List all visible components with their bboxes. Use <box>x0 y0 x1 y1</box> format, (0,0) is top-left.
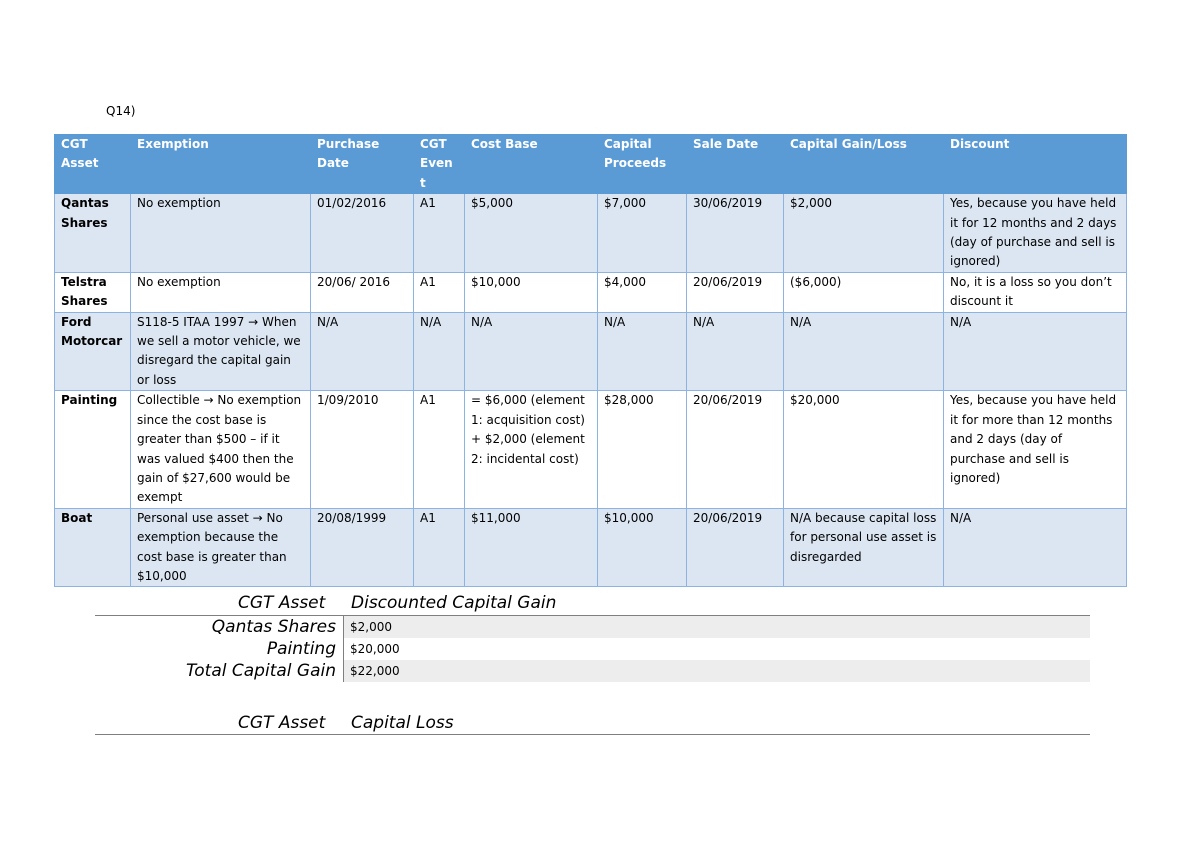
gain-pivot-total-row <box>95 660 1090 682</box>
cell-exemption: S118-5 ITAA 1997 → When we sell a motor vehicle, we disregard the capital gain or loss <box>131 312 311 391</box>
cell-asset: Qantas Shares <box>55 194 131 273</box>
header-capital-gain-loss: Capital Gain/Loss <box>784 135 944 194</box>
cell-capital-gain-loss: $2,000 <box>784 194 944 273</box>
cell-purchase-date: 20/08/1999 <box>311 508 414 587</box>
cell-exemption: No exemption <box>131 272 311 312</box>
table-row <box>55 194 1127 273</box>
gain-pivot-col2-header: Discounted Capital Gain <box>351 593 557 613</box>
cell-exemption: No exemption <box>131 194 311 273</box>
gain-pivot-row <box>95 638 1090 660</box>
cell-capital-proceeds: $4,000 <box>598 272 687 312</box>
cell-cost-base: N/A <box>465 312 598 391</box>
cell-sale-date: 20/06/2019 <box>687 272 784 312</box>
gain-pivot-total-value: $22,000 <box>343 660 1090 682</box>
cell-capital-gain-loss: N/A <box>784 312 944 391</box>
cell-asset: Boat <box>55 508 131 587</box>
table-row <box>55 391 1127 508</box>
cell-cost-base: = $6,000 (element 1: acquisition cost) + $2,000 (element 2: incidental cost) <box>465 391 598 508</box>
table-row <box>55 312 1127 391</box>
cell-cost-base: $10,000 <box>465 272 598 312</box>
cell-purchase-date: 01/02/2016 <box>311 194 414 273</box>
gain-pivot-row-value: $2,000 <box>343 616 1090 638</box>
loss-pivot-col1-header: CGT Asset <box>238 713 326 733</box>
cell-asset: Painting <box>55 391 131 508</box>
header-discount: Discount <box>944 135 1127 194</box>
cell-capital-gain-loss: N/A because capital loss for personal use asset is disregarded <box>784 508 944 587</box>
cell-sale-date: 20/06/2019 <box>687 508 784 587</box>
gain-pivot-row <box>95 616 1090 638</box>
gain-pivot-total-label: Total Capital Gain <box>186 661 336 681</box>
gain-pivot-row-label: Painting <box>266 639 336 659</box>
header-exemption: Exemption <box>131 135 311 194</box>
table-row <box>55 508 1127 587</box>
header-cost-base: Cost Base <box>465 135 598 194</box>
cell-cost-base: $11,000 <box>465 508 598 587</box>
cell-cgt-event: N/A <box>414 312 465 391</box>
cell-discount: N/A <box>944 312 1127 391</box>
cell-exemption: Collectible → No exemption since the cost base is greater than $500 – if it was valued $400 then the gain of $27,600 would be exempt <box>131 391 311 508</box>
cell-capital-proceeds: $28,000 <box>598 391 687 508</box>
cell-cgt-event: A1 <box>414 272 465 312</box>
header-purchase-date: Purchase Date <box>311 135 414 194</box>
loss-pivot-header-rule <box>95 734 1090 735</box>
cell-sale-date: N/A <box>687 312 784 391</box>
cgt-table <box>54 134 1127 587</box>
cell-discount: Yes, because you have held it for 12 months and 2 days (day of purchase and sell is ignored) <box>944 194 1127 273</box>
gain-pivot-row-label: Qantas Shares <box>211 617 336 637</box>
cell-discount: No, it is a loss so you don’t discount it <box>944 272 1127 312</box>
header-capital-proceeds: Capital Proceeds <box>598 135 687 194</box>
cell-purchase-date: 1/09/2010 <box>311 391 414 508</box>
cell-cgt-event: A1 <box>414 194 465 273</box>
cell-cgt-event: A1 <box>414 508 465 587</box>
table-header-row <box>55 135 1127 194</box>
cell-asset: Telstra Shares <box>55 272 131 312</box>
gain-pivot-row-value: $20,000 <box>343 638 1090 660</box>
loss-pivot-col2-header: Capital Loss <box>351 713 454 733</box>
cell-sale-date: 30/06/2019 <box>687 194 784 273</box>
gain-pivot-col1-header: CGT Asset <box>238 593 326 613</box>
cell-capital-gain-loss: ($6,000) <box>784 272 944 312</box>
cell-capital-proceeds: $7,000 <box>598 194 687 273</box>
cell-cgt-event: A1 <box>414 391 465 508</box>
cell-cost-base: $5,000 <box>465 194 598 273</box>
header-cgt-event: CGT Event <box>414 135 465 194</box>
cell-capital-proceeds: $10,000 <box>598 508 687 587</box>
table-row <box>55 272 1127 312</box>
cell-capital-proceeds: N/A <box>598 312 687 391</box>
cell-discount: Yes, because you have held it for more than 12 months and 2 days (day of purchase and sell is ignored) <box>944 391 1127 508</box>
cell-purchase-date: N/A <box>311 312 414 391</box>
cell-capital-gain-loss: $20,000 <box>784 391 944 508</box>
cell-exemption: Personal use asset → No exemption because the cost base is greater than $10,000 <box>131 508 311 587</box>
cell-purchase-date: 20/06/ 2016 <box>311 272 414 312</box>
cell-sale-date: 20/06/2019 <box>687 391 784 508</box>
header-cgt-asset: CGT Asset <box>55 135 131 194</box>
question-label: Q14) <box>106 104 136 118</box>
cell-asset: Ford Motorcar <box>55 312 131 391</box>
header-sale-date: Sale Date <box>687 135 784 194</box>
cell-discount: N/A <box>944 508 1127 587</box>
